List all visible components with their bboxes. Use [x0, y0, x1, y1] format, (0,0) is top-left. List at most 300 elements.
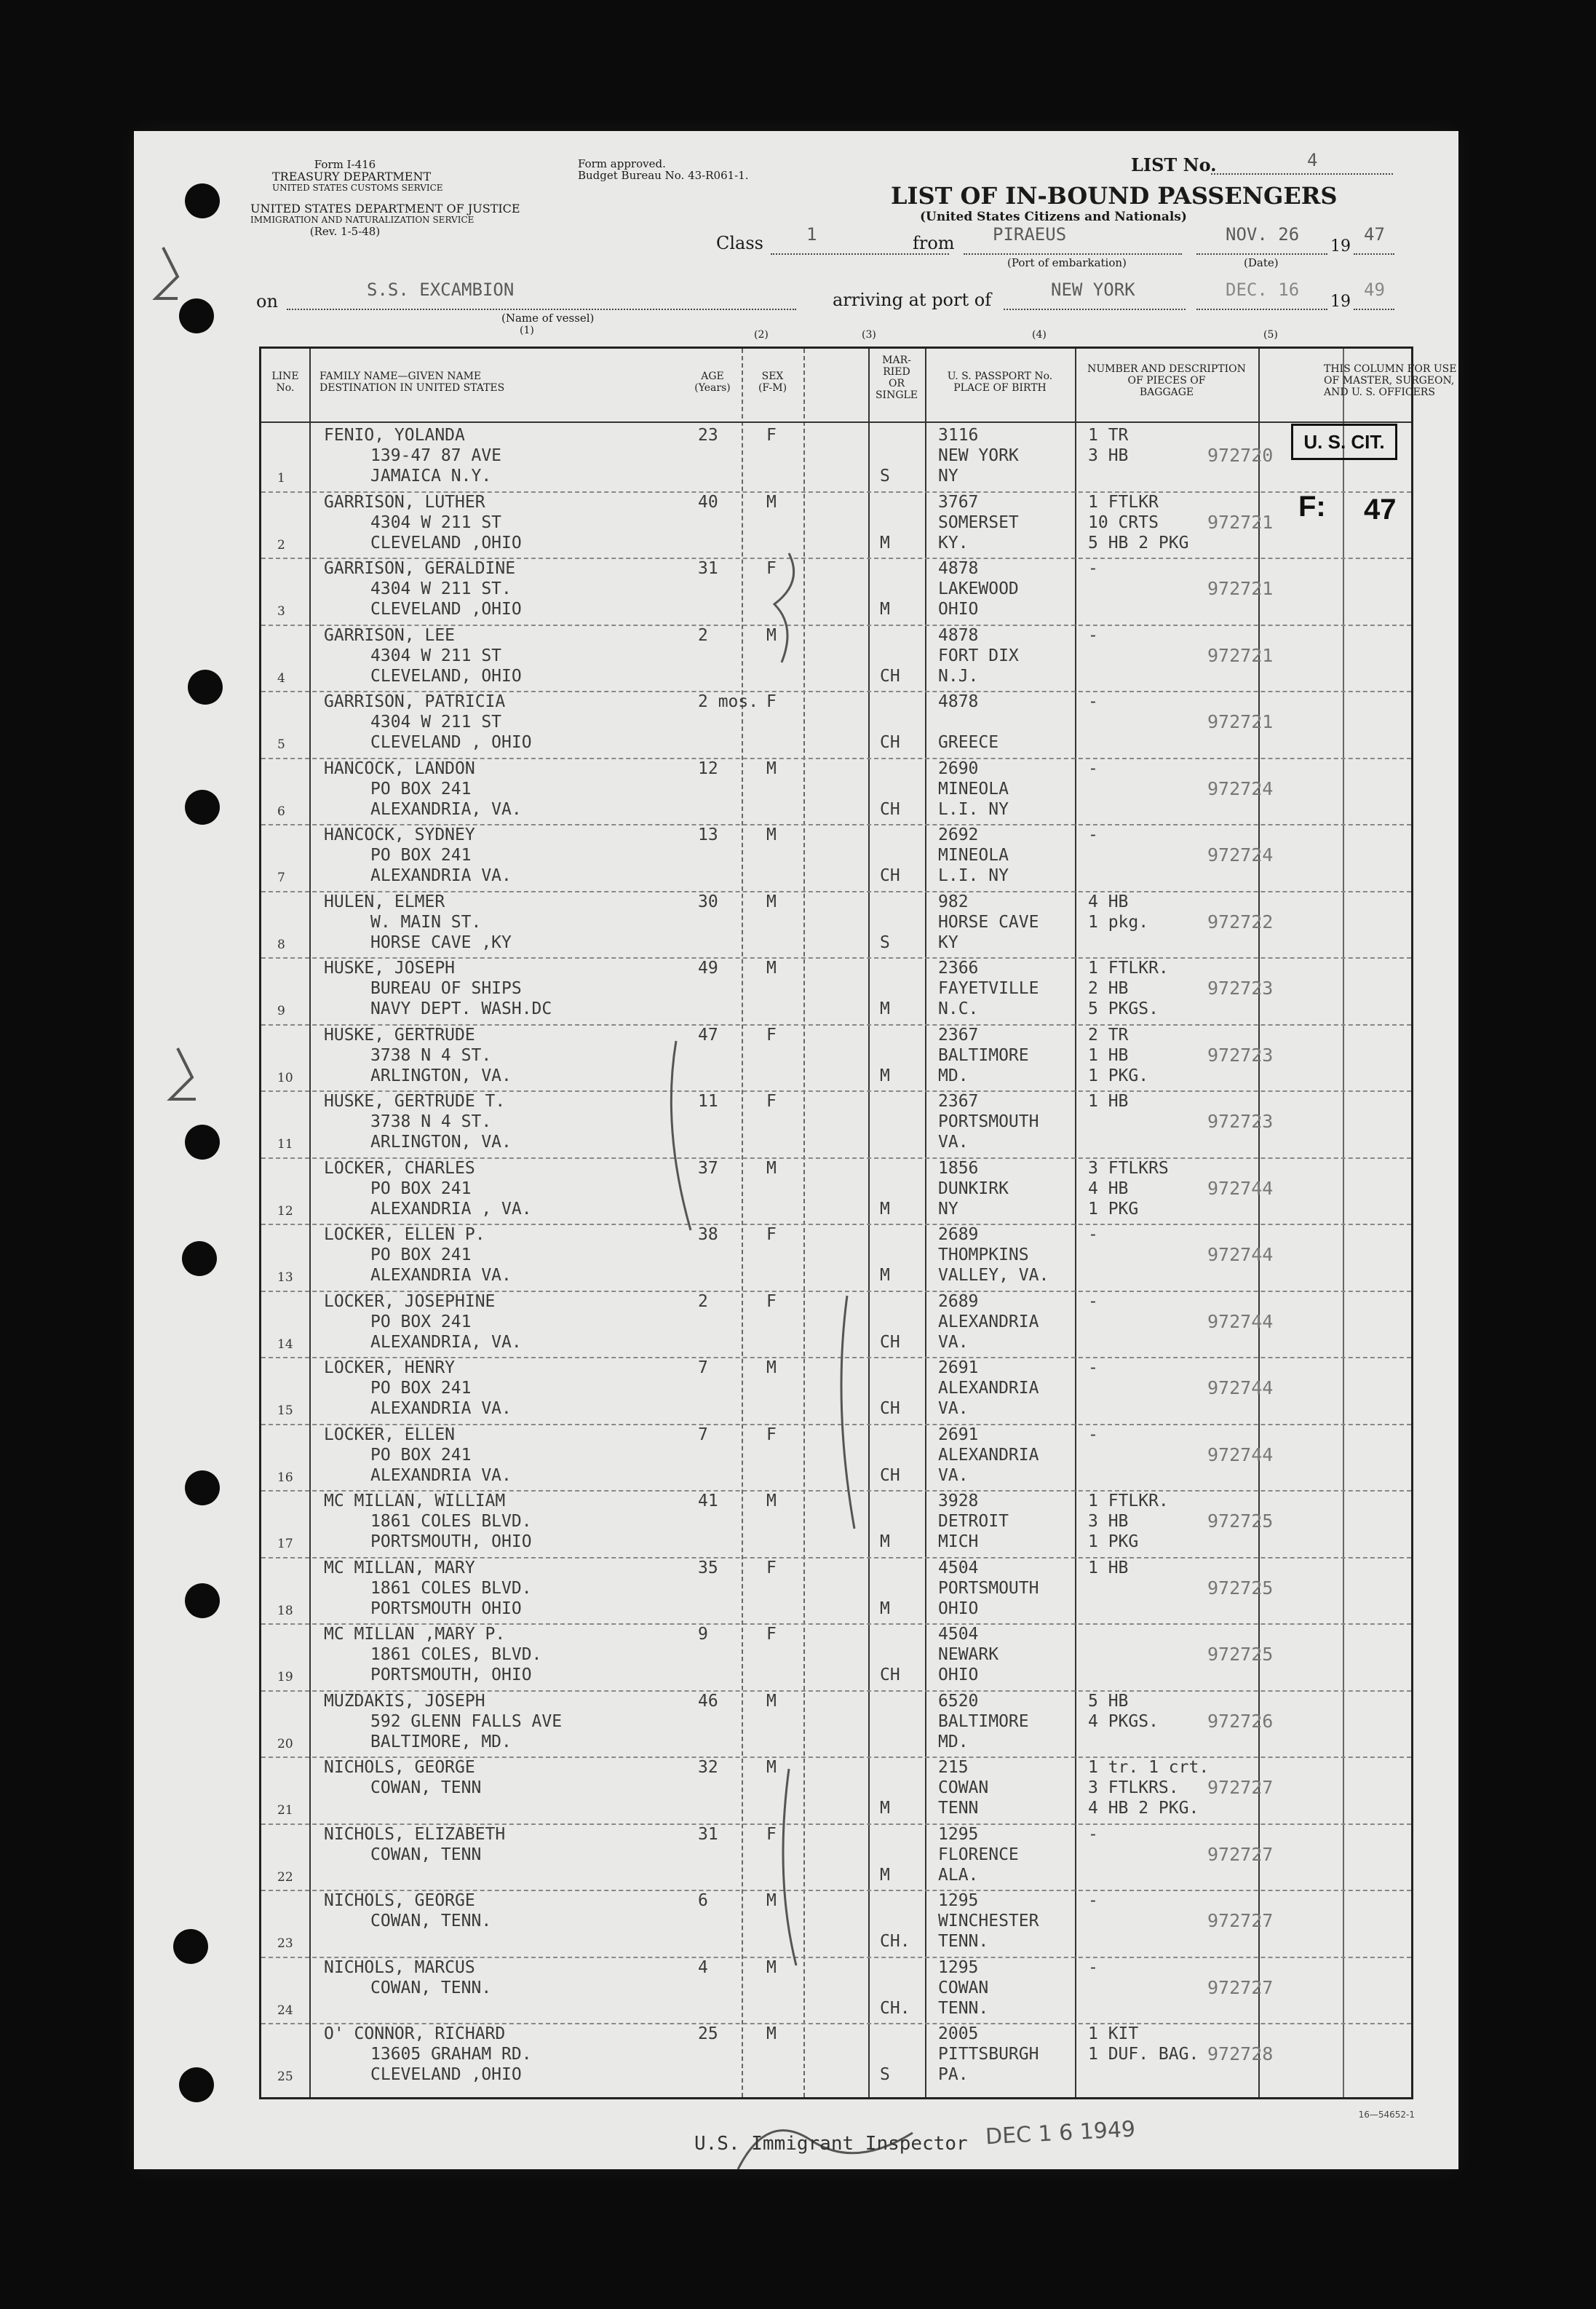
address-line-1: 4304 W 211 ST — [370, 713, 502, 732]
revision: (Rev. 1-5-48) — [309, 225, 381, 238]
line-number: 4 — [277, 670, 285, 686]
sex: F — [766, 1625, 777, 1644]
line-number: 21 — [277, 1803, 293, 1818]
passport-no: 1295 — [938, 1957, 979, 1977]
address-line-1: COWAN, TENN. — [370, 1978, 492, 1997]
page-subtitle: (United States Citizens and Nationals) — [920, 210, 1187, 224]
sex: M — [766, 1758, 777, 1777]
office-number: 972723 — [1207, 978, 1274, 999]
budget-bureau: Budget Bureau No. 43-R061-1. — [578, 169, 749, 182]
birthplace-line-2: OHIO — [938, 600, 979, 619]
address-line-2: PORTSMOUTH, OHIO — [370, 1666, 532, 1684]
birthplace-line-2: GREECE — [938, 733, 999, 752]
address-line-2: CLEVELAND ,OHIO — [370, 2065, 522, 2084]
baggage-line: 1 HB — [1088, 1558, 1129, 1577]
age: 37 — [698, 1158, 718, 1178]
form-number: Form I-416 — [314, 158, 376, 171]
class-value: 1 — [806, 224, 817, 245]
line-number: 6 — [277, 804, 285, 819]
birthplace-line-1: DETROIT — [938, 1512, 1009, 1531]
passenger-name: NICHOLS, ELIZABETH — [324, 1824, 506, 1844]
justice-dept: UNITED STATES DEPARTMENT OF JUSTICE — [250, 202, 520, 215]
office-number: 972727 — [1207, 1843, 1274, 1865]
age: 7 — [698, 1425, 708, 1444]
marital-status: M — [880, 1532, 890, 1551]
baggage-line: 4 HB 2 PKG. — [1088, 1799, 1199, 1818]
baggage-line: 4 HB — [1088, 892, 1129, 911]
line-number: 13 — [277, 1270, 293, 1285]
address-line-2: PORTSMOUTH, OHIO — [370, 1532, 532, 1551]
baggage-line: 1 PKG. — [1088, 1066, 1149, 1085]
passport-no: 4504 — [938, 1558, 979, 1577]
office-number: 972722 — [1207, 911, 1274, 932]
sex: M — [766, 1492, 777, 1510]
col-header-passport: U. S. PASSPORT No. PLACE OF BIRTH — [947, 371, 1053, 394]
passport-no: 2689 — [938, 1225, 979, 1244]
birthplace-line-2: ALA. — [938, 1865, 979, 1885]
passport-no: 2690 — [938, 759, 979, 778]
line-number: 16 — [277, 1470, 293, 1485]
age: 6 — [698, 1891, 708, 1910]
baggage-line: 1 KIT — [1088, 2024, 1139, 2043]
age: 13 — [698, 825, 718, 844]
address-line-1: PO BOX 241 — [370, 779, 472, 799]
address-line-2: ALEXANDRIA, VA. — [370, 1332, 522, 1352]
office-number: 972721 — [1207, 578, 1274, 599]
sex: M — [766, 625, 777, 645]
baggage-line: - — [1088, 1957, 1098, 1977]
sex: M — [766, 1691, 777, 1711]
address-line-1: COWAN, TENN — [370, 1778, 482, 1797]
birthplace-line-2: NY — [938, 1199, 958, 1219]
port-embark-label: (Port of embarkation) — [1007, 256, 1127, 269]
office-number: 972723 — [1207, 1111, 1274, 1132]
passport-no: 4504 — [938, 1625, 979, 1644]
office-number: 972725 — [1207, 1577, 1274, 1599]
marital-status: CH — [880, 1666, 900, 1684]
address-line-1: COWAN, TENN. — [370, 1912, 492, 1930]
birthplace-line-1: MINEOLA — [938, 846, 1009, 865]
birthplace-line-2: L.I. NY — [938, 799, 1009, 819]
col-number-1: (1) — [520, 325, 534, 336]
sex: F — [766, 426, 777, 445]
arrival-port: NEW YORK — [1051, 280, 1135, 300]
passport-no: 3767 — [938, 492, 979, 512]
address-line-1: 4304 W 211 ST — [370, 512, 502, 532]
passport-no: 3116 — [938, 426, 979, 445]
age: 4 — [698, 1957, 708, 1977]
address-line-2: CLEVELAND ,OHIO — [370, 533, 522, 553]
address-line-1: PO BOX 241 — [370, 1379, 472, 1398]
address-line-2: CLEVELAND , OHIO — [370, 733, 532, 752]
passenger-name: GARRISON, GERALDINE — [324, 559, 516, 578]
baggage-line: - — [1088, 1225, 1098, 1244]
baggage-line: 4 PKGS. — [1088, 1711, 1159, 1731]
marital-status: CH. — [880, 1998, 910, 2018]
sex: F — [766, 1824, 777, 1844]
birthplace-line-1: PORTSMOUTH — [938, 1112, 1039, 1131]
address-line-2: CLEVELAND ,OHIO — [370, 600, 522, 619]
address-line-2: ALEXANDRIA VA. — [370, 1266, 512, 1285]
line-number: 22 — [277, 1869, 293, 1885]
birthplace-line-2: OHIO — [938, 1599, 979, 1618]
customs-service: UNITED STATES CUSTOMS SERVICE — [272, 183, 443, 193]
marital-status: M — [880, 999, 890, 1018]
arriving-label: arriving at port of — [833, 290, 992, 310]
sex: M — [766, 492, 777, 512]
line-number: 23 — [277, 1936, 293, 1951]
office-number: 972727 — [1207, 1976, 1274, 1998]
age: 49 — [698, 959, 718, 978]
passenger-name: LOCKER, ELLEN — [324, 1425, 456, 1444]
birthplace-line-1: BALTIMORE — [938, 1711, 1029, 1731]
birthplace-line-2: MICH — [938, 1532, 979, 1551]
birthplace-line-1: THOMPKINS — [938, 1245, 1029, 1264]
baggage-line: 3 FTLKRS — [1088, 1158, 1169, 1178]
year-prefix-arrival: 19 — [1330, 293, 1351, 311]
passenger-name: HULEN, ELMER — [324, 892, 445, 911]
passenger-name: MC MILLAN ,MARY P. — [324, 1625, 506, 1644]
office-number: 972726 — [1207, 1710, 1274, 1732]
passport-no: 215 — [938, 1758, 969, 1777]
baggage-line: - — [1088, 825, 1098, 844]
birthplace-line-1: PITTSBURGH — [938, 2045, 1039, 2064]
manifest-page — [134, 131, 1458, 2169]
baggage-line: 1 FTLKR — [1088, 492, 1159, 512]
passenger-name: NICHOLS, GEORGE — [324, 1891, 475, 1910]
col-header-baggage: NUMBER AND DESCRIPTION OF PIECES OF BAGGAGE — [1087, 363, 1246, 398]
birthplace-line-1: ALEXANDRIA — [938, 1312, 1039, 1331]
address-line-1: PO BOX 241 — [370, 1445, 472, 1465]
sex: F — [766, 1025, 777, 1045]
marital-status: CH. — [880, 1932, 910, 1951]
passport-no: 2692 — [938, 825, 979, 844]
birthplace-line-2: TENN. — [938, 1932, 989, 1951]
col-header-line: LINE No. — [271, 371, 299, 394]
address-line-2: PORTSMOUTH OHIO — [370, 1599, 522, 1618]
col-header-age: AGE (Years) — [694, 371, 731, 394]
address-line-2: ARLINGTON, VA. — [370, 1066, 512, 1085]
list-no-value: 4 — [1307, 150, 1318, 170]
line-number: 17 — [277, 1537, 293, 1551]
passport-no: 3928 — [938, 1492, 979, 1510]
passenger-name: GARRISON, PATRICIA — [324, 692, 506, 711]
birthplace-line-1: NEW YORK — [938, 446, 1019, 465]
birthplace-line-2: TENN. — [938, 1998, 989, 2018]
col-header-married: MAR- RIED OR SINGLE — [875, 355, 918, 401]
line-number: 3 — [277, 604, 285, 619]
office-number: 972724 — [1207, 844, 1274, 866]
marital-status: CH — [880, 1465, 900, 1485]
birthplace-line-2: MD. — [938, 1066, 969, 1085]
office-number: 972744 — [1207, 1443, 1274, 1465]
marital-status: CH — [880, 666, 900, 686]
passenger-name: GARRISON, LUTHER — [324, 492, 485, 512]
line-number: 7 — [277, 871, 285, 885]
marital-status: S — [880, 2065, 890, 2084]
baggage-line: - — [1088, 1891, 1098, 1910]
vessel-label: (Name of vessel) — [501, 312, 595, 325]
address-line-1: 1861 COLES, BLVD. — [370, 1645, 542, 1664]
address-line-1: 3738 N 4 ST. — [370, 1045, 492, 1065]
passenger-name: NICHOLS, MARCUS — [324, 1957, 475, 1977]
col-number-3: (3) — [862, 329, 876, 341]
age: 46 — [698, 1691, 718, 1711]
birthplace-line-1: ALEXANDRIA — [938, 1379, 1039, 1398]
age: 31 — [698, 1824, 718, 1844]
address-line-1: BUREAU OF SHIPS — [370, 979, 522, 998]
sex: M — [766, 1158, 777, 1178]
sex: F — [766, 1558, 777, 1577]
baggage-line: 1 HB — [1088, 1092, 1129, 1111]
form-approved: Form approved. — [578, 157, 666, 170]
birthplace-line-2: PA. — [938, 2065, 969, 2084]
count-note: 47 — [1364, 494, 1397, 526]
address-line-1: PO BOX 241 — [370, 846, 472, 865]
passport-no: 982 — [938, 892, 969, 911]
passport-no: 2691 — [938, 1425, 979, 1444]
baggage-line: 5 HB 2 PKG — [1088, 533, 1189, 553]
marital-status: M — [880, 533, 890, 553]
baggage-line: 1 PKG — [1088, 1199, 1139, 1219]
marital-status: CH — [880, 733, 900, 752]
marital-status: CH — [880, 866, 900, 885]
birthplace-line-2: VA. — [938, 1399, 969, 1418]
baggage-line: 1 FTLKR. — [1088, 1492, 1169, 1510]
address-line-1: 1861 COLES BLVD. — [370, 1578, 532, 1598]
col-number-2: (2) — [754, 329, 769, 341]
marital-status: M — [880, 600, 890, 619]
age: 35 — [698, 1558, 718, 1577]
birthplace-line-2: VA. — [938, 1465, 969, 1485]
baggage-line: 2 HB — [1088, 979, 1129, 998]
sex: M — [766, 759, 777, 778]
age: 47 — [698, 1025, 718, 1045]
office-number: 972727 — [1207, 1910, 1274, 1931]
line-number: 14 — [277, 1336, 293, 1352]
baggage-line: 1 DUF. BAG. — [1088, 2045, 1199, 2064]
baggage-line: 1 pkg. — [1088, 912, 1149, 932]
passenger-name: MUZDAKIS, JOSEPH — [324, 1691, 485, 1711]
line-number: 5 — [277, 737, 285, 752]
office-number: 972721 — [1207, 711, 1274, 732]
embark-year: 47 — [1364, 224, 1385, 245]
handwritten-marks — [134, 131, 1458, 2169]
office-number: 972744 — [1207, 1177, 1274, 1199]
birthplace-line-1: DUNKIRK — [938, 1179, 1009, 1198]
birthplace-line-1: HORSE CAVE — [938, 912, 1039, 932]
baggage-line: 3 HB — [1088, 1512, 1129, 1531]
address-line-1: 4304 W 211 ST. — [370, 579, 512, 598]
embark-port: PIRAEUS — [993, 224, 1067, 245]
us-citizen-stamp: U. S. CIT. — [1291, 424, 1397, 460]
birthplace-line-2: N.J. — [938, 666, 979, 686]
on-label: on — [256, 291, 278, 312]
baggage-line: - — [1088, 692, 1098, 711]
office-number: 972724 — [1207, 777, 1274, 799]
baggage-line: 4 HB — [1088, 1179, 1129, 1198]
sex: F — [766, 1092, 777, 1111]
age: 32 — [698, 1758, 718, 1777]
office-number: 972723 — [1207, 1044, 1274, 1066]
passport-no: 2005 — [938, 2024, 979, 2043]
birthplace-line-1: WINCHESTER — [938, 1912, 1039, 1930]
age: 41 — [698, 1492, 718, 1510]
arrival-date: DEC. 16 — [1226, 280, 1300, 300]
passport-no: 1856 — [938, 1158, 979, 1178]
ins: IMMIGRATION AND NATURALIZATION SERVICE — [250, 215, 475, 225]
baggage-line: - — [1088, 1824, 1098, 1844]
birthplace-line-1: NEWARK — [938, 1645, 999, 1664]
birthplace-line-1: COWAN — [938, 1778, 989, 1797]
office-number: 972720 — [1207, 445, 1274, 466]
col-number-4: (4) — [1032, 329, 1047, 341]
marital-status: M — [880, 1599, 890, 1618]
col-header-name: FAMILY NAME—GIVEN NAME DESTINATION IN UNITED STATES — [319, 371, 505, 394]
sex: M — [766, 1358, 777, 1377]
passport-no: 2691 — [938, 1358, 979, 1377]
passport-no: 2367 — [938, 1025, 979, 1045]
baggage-line: 5 PKGS. — [1088, 999, 1159, 1018]
baggage-line: 3 HB — [1088, 446, 1129, 465]
passport-no: 1295 — [938, 1891, 979, 1910]
baggage-line: 1 TR — [1088, 426, 1129, 445]
sex: F — [766, 559, 777, 578]
age: 30 — [698, 892, 718, 911]
baggage-line: 5 HB — [1088, 1691, 1129, 1711]
office-number: 972721 — [1207, 511, 1274, 533]
age: 23 — [698, 426, 718, 445]
sex: M — [766, 892, 777, 911]
baggage-line: - — [1088, 759, 1098, 778]
birthplace-line-2: OHIO — [938, 1666, 979, 1684]
passenger-name: LOCKER, JOSEPHINE — [324, 1291, 496, 1311]
age: 38 — [698, 1225, 718, 1244]
address-line-1: 4304 W 211 ST — [370, 646, 502, 665]
passport-no: 6520 — [938, 1691, 979, 1711]
marital-status: CH — [880, 1332, 900, 1352]
line-number: 2 — [277, 537, 285, 553]
embark-date: NOV. 26 — [1226, 224, 1300, 245]
passenger-name: FENIO, YOLANDA — [324, 426, 465, 445]
age: 40 — [698, 492, 718, 512]
passenger-name: HANCOCK, SYDNEY — [324, 825, 475, 844]
address-line-2: ALEXANDRIA VA. — [370, 1465, 512, 1485]
birthplace-line-1: ALEXANDRIA — [938, 1445, 1039, 1465]
passenger-name: HUSKE, GERTRUDE T. — [324, 1092, 506, 1111]
marital-status: M — [880, 1865, 890, 1885]
birthplace-line-2: VA. — [938, 1332, 969, 1352]
marital-status: M — [880, 1799, 890, 1818]
address-line-1: 139-47 87 AVE — [370, 446, 502, 465]
age: 31 — [698, 559, 718, 578]
baggage-line: 10 CRTS — [1088, 512, 1159, 532]
baggage-line: 2 TR — [1088, 1025, 1129, 1045]
age: 7 — [698, 1358, 708, 1377]
year-prefix: 19 — [1330, 237, 1351, 256]
baggage-line: - — [1088, 1425, 1098, 1444]
address-line-1: COWAN, TENN — [370, 1845, 482, 1864]
address-line-2: ALEXANDRIA, VA. — [370, 799, 522, 819]
vessel-name: S.S. EXCAMBION — [367, 280, 515, 300]
sex: F — [766, 692, 777, 711]
age: 2 — [698, 625, 708, 645]
baggage-line: 1 tr. 1 crt. — [1088, 1758, 1210, 1777]
address-line-2: NAVY DEPT. WASH.DC — [370, 999, 552, 1018]
date-label: (Date) — [1244, 256, 1279, 269]
office-number: 972744 — [1207, 1244, 1274, 1265]
passenger-name: MC MILLAN, MARY — [324, 1558, 475, 1577]
office-number: 972721 — [1207, 644, 1274, 666]
passport-no: 4878 — [938, 692, 979, 711]
age: 25 — [698, 2024, 718, 2043]
birthplace-line-1: BALTIMORE — [938, 1045, 1029, 1065]
marital-status: CH — [880, 799, 900, 819]
col-header-sex: SEX (F-M) — [758, 371, 787, 394]
baggage-line: 3 FTLKRS. — [1088, 1778, 1179, 1797]
line-number: 10 — [277, 1070, 293, 1085]
passenger-name: GARRISON, LEE — [324, 625, 456, 645]
sex: M — [766, 1891, 777, 1910]
passport-no: 4878 — [938, 559, 979, 578]
address-line-1: W. MAIN ST. — [370, 912, 482, 932]
class-label: Class — [716, 233, 763, 253]
passport-no: 4878 — [938, 625, 979, 645]
baggage-line: - — [1088, 1358, 1098, 1377]
sex: M — [766, 959, 777, 978]
office-number: 972725 — [1207, 1644, 1274, 1665]
age: 2 mos. — [698, 692, 759, 711]
page-title: LIST OF IN-BOUND PASSENGERS — [891, 182, 1338, 210]
passenger-name: HUSKE, GERTRUDE — [324, 1025, 475, 1045]
marital-status: M — [880, 1199, 890, 1219]
list-no-label: LIST No. — [1131, 154, 1217, 175]
office-number: 972725 — [1207, 1510, 1274, 1532]
address-line-1: 3738 N 4 ST. — [370, 1112, 492, 1131]
passenger-name: LOCKER, ELLEN P. — [324, 1225, 485, 1244]
marital-status: M — [880, 1266, 890, 1285]
age: 11 — [698, 1092, 718, 1111]
sex: F — [766, 1425, 777, 1444]
address-line-2: ARLINGTON, VA. — [370, 1133, 512, 1152]
col-header-office: THIS COLUMN FOR USE OF MASTER, SURGEON, AND U. S. OFFICERS — [1324, 363, 1457, 398]
line-number: 1 — [277, 471, 285, 486]
passenger-name: O' CONNOR, RICHARD — [324, 2024, 506, 2043]
passenger-name: MC MILLAN, WILLIAM — [324, 1492, 506, 1510]
inspector-signature-line: U.S. Immigrant Inspector — [694, 2133, 968, 2155]
address-line-1: PO BOX 241 — [370, 1179, 472, 1198]
birthplace-line-1: LAKEWOOD — [938, 579, 1019, 598]
line-number: 12 — [277, 1203, 293, 1219]
baggage-line: 1 HB — [1088, 1045, 1129, 1065]
passport-no: 2367 — [938, 1092, 979, 1111]
office-number: 972744 — [1207, 1377, 1274, 1398]
baggage-line: - — [1088, 625, 1098, 645]
line-number: 20 — [277, 1736, 293, 1751]
sex: F — [766, 1225, 777, 1244]
line-number: 9 — [277, 1004, 285, 1018]
birthplace-line-2: KY. — [938, 533, 969, 553]
baggage-line: 1 FTLKR. — [1088, 959, 1169, 978]
address-line-1: 1861 COLES BLVD. — [370, 1512, 532, 1531]
line-number: 8 — [277, 937, 285, 952]
address-line-2: BALTIMORE, MD. — [370, 1732, 512, 1751]
sex: F — [766, 1291, 777, 1311]
address-line-2: HORSE CAVE ,KY — [370, 932, 512, 952]
birthplace-line-2: VA. — [938, 1133, 969, 1152]
marital-status: M — [880, 1066, 890, 1085]
treasury-dept: TREASURY DEPARTMENT — [272, 170, 432, 183]
